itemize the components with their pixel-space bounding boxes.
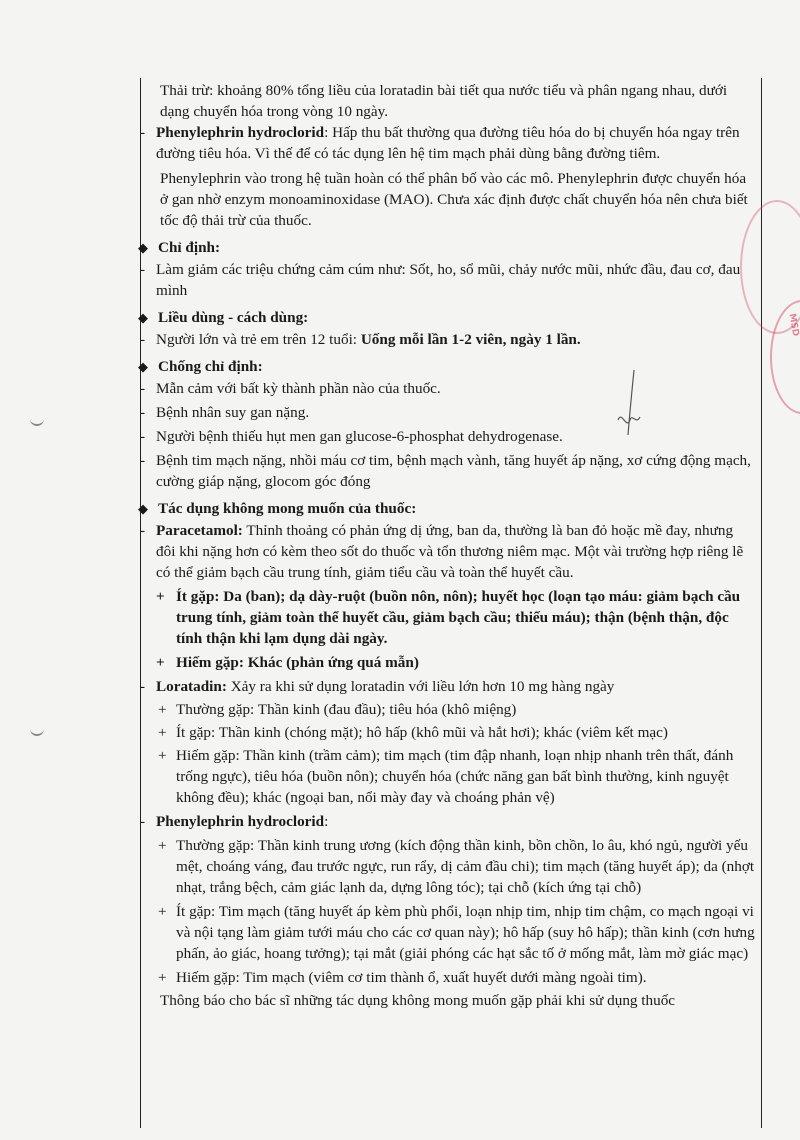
sub-item: + Ít gặp: Thần kinh (chóng mặt); hô hấp (khô mũi và hắt hơi); khác (viêm kết mạc) [158, 724, 668, 741]
sub-item: + Hiếm gặp: Tim mạch (viêm cơ tim thành ổ, xuất huyết dưới màng ngoài tim). [158, 969, 647, 986]
sub-item: + Thường gặp: Thần kinh (đau đầu); tiêu hóa (khô miệng) [158, 701, 517, 718]
text-thong-bao: Thông báo cho bác sĩ những tác dụng không mong muốn gặp phải khi sử dụng thuốc [160, 992, 676, 1009]
section-heading-lieu-dung: ◆ Liều dùng - cách dùng: [138, 309, 309, 326]
list-item: - Paracetamol: Thỉnh thoảng có phản ứng dị ứng, ban da, thường là ban đỏ hoặc mề đay, nhưng đôi khi nặng hơn có kèm theo sốt do thuốc và tổn thương niêm mạc. Một vài trường hợp riêng lẽ có thể giảm bạch cầu trung tính, giảm tiểu cầu và toàn thể huyết cầu. [140, 522, 744, 581]
document-body [138, 80, 756, 1011]
sub-item: + Thường gặp: Thần kinh trung ương (kích động thần kinh, bồn chồn, lo âu, khó ngủ, người yếu mệt, choáng váng, đau trước ngực, run rẩy, dị cảm đầu chi); tim mạch (tăng huyết áp); da (nhợt nhạt, trắng bệch, cảm giác lạnh da, dựng lông tóc); tại chỗ (kích ứng tại chỗ) [158, 837, 755, 896]
list-item: - Loratadin: Xảy ra khi sử dụng loratadin với liều lớn hơn 10 mg hàng ngày [140, 678, 615, 695]
punch-hole [30, 412, 44, 426]
punch-hole [30, 722, 44, 736]
section-heading-tac-dung: ◆ Tác dụng không mong muốn của thuốc: [138, 500, 417, 517]
section-heading-chi-dinh: ◆ Chỉ định: [138, 239, 221, 256]
seal-text: MSD [786, 312, 800, 338]
list-item: - Người bệnh thiếu hụt men gan glucose-6-phosphat dehydrogenase. [140, 428, 563, 445]
text-thai-tru: Thải trừ: khoảng 80% tổng liều của loratadin bài tiết qua nước tiểu và phân ngang nhau, dưới dạng chuyển hóa trong vòng 10 ngày. [160, 82, 728, 120]
list-item: - Bệnh tim mạch nặng, nhồi máu cơ tim, bệnh mạch vành, tăng huyết áp nặng, xơ cứng động mạch, cường giáp nặng, glocom góc đóng [140, 452, 751, 490]
text-phenylephrin: Phenylephrin vào trong hệ tuần hoàn có thể phân bố vào các mô. Phenylephrin được chuyển hóa ở gan nhờ enzym monoaminoxidase (MAO). Chưa xác định được chất chuyển hóa nên chưa biết tốc độ thải trừ của thuốc. [160, 170, 748, 229]
section-heading-chong-chi-dinh: ◆ Chống chỉ định: [138, 358, 263, 375]
sub-item: + Ít gặp: Da (ban); dạ dày-ruột (buồn nôn, nôn); huyết học (loạn tạo máu: giảm bạch cầu trung tính, giảm toàn thể huyết cầu, giảm bạch cầu; thiếu máu); thận (bệnh thận, độc tính thận khi lạm dụng dài ngày. [156, 588, 741, 647]
list-item: - Bệnh nhân suy gan nặng. [140, 404, 310, 421]
list-item: - Làm giảm các triệu chứng cảm cúm như: Sốt, ho, sổ mũi, chảy nước mũi, nhức đầu, đau cơ, đau mình [140, 261, 741, 299]
sub-item: + Ít gặp: Tim mạch (tăng huyết áp kèm phù phổi, loạn nhịp tim, nhịp tim chậm, co mạch ngoại vi và nội tạng làm giảm tưới máu cho các cơ quan này); hô hấp (suy hô hấp); thần kinh (cơn hưng phấn, ảo giác, hoang tưởng); tại mắt (giải phóng các hạt sắc tố ở mống mắt, làm mờ giác mạc) [158, 903, 755, 962]
list-item: - Người lớn và trẻ em trên 12 tuổi: Uống mỗi lần 1-2 viên, ngày 1 lần. [140, 331, 581, 348]
sub-item: + Hiếm gặp: Khác (phản ứng quá mẫn) [156, 654, 419, 671]
list-item: - Mẫn cảm với bất kỳ thành phần nào của thuốc. [140, 380, 441, 397]
sub-item: + Hiếm gặp: Thần kinh (trầm cảm); tim mạch (tim đập nhanh, loạn nhịp nhanh trên thất, đánh trống ngực), tiêu hóa (buồn nôn); chuyển hóa (chức năng gan bất bình thường, kinh nguyệt không đều); khác (ngoại ban, nổi mày đay và choáng phản vệ) [158, 747, 734, 806]
list-item: - Phenylephrin hydroclorid: [140, 813, 329, 830]
list-item: - Phenylephrin hydroclorid: Hấp thu bất thường qua đường tiêu hóa do bị chuyển hóa ngay trên đường tiêu hóa. Vì thế để có tác dụng lên hệ tim mạch phải dùng bằng đường tiêm. [140, 124, 740, 162]
